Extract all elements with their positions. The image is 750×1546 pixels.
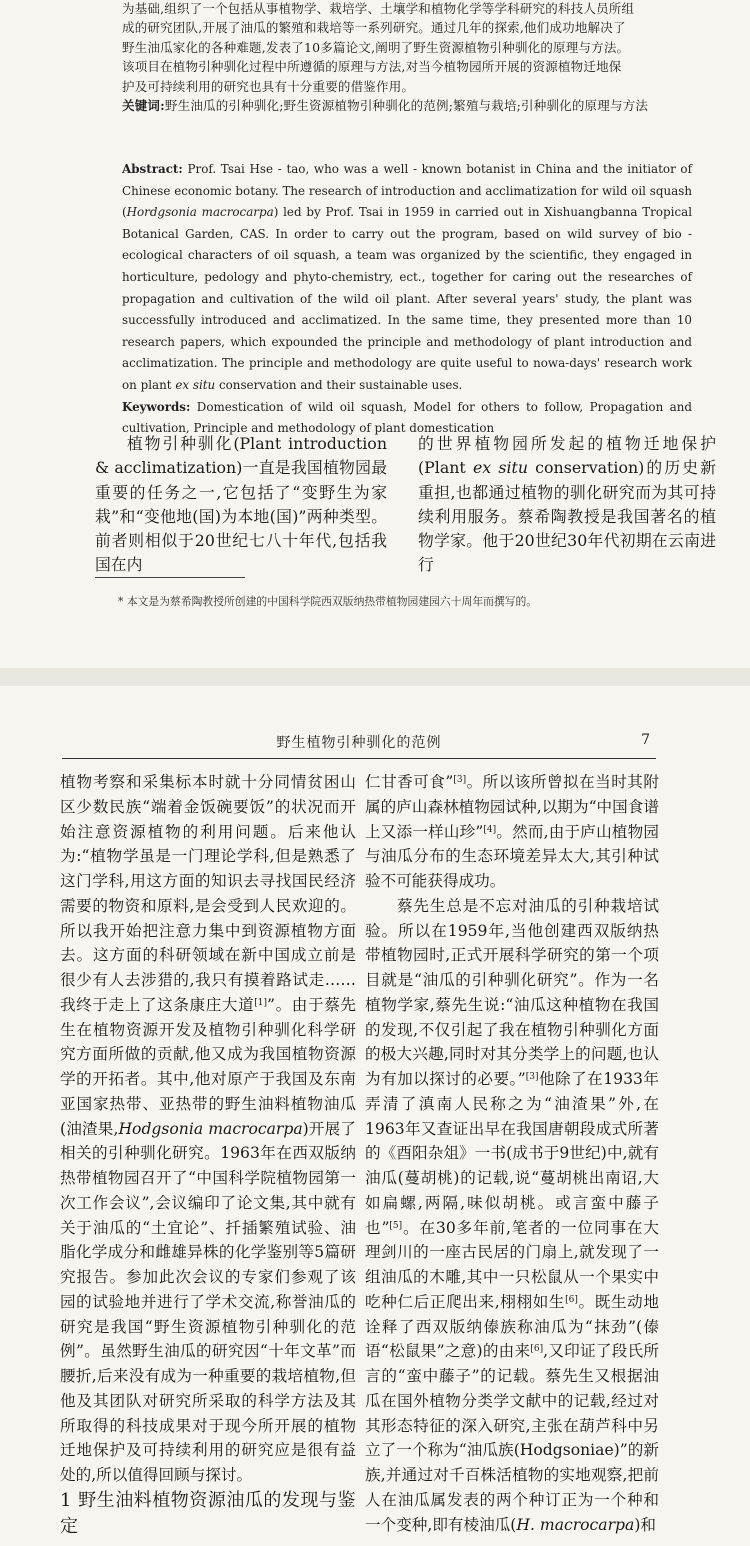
body-text: 。所以该所曾拟在当时其附属的庐山森林植物园试种,以期为“中国食谱上又添一样山珍” bbox=[365, 773, 659, 841]
body-column-left bbox=[60, 770, 356, 1540]
abstract-line: 为基础,组织了一个包括从事植物学、栽培学、土壤学和植物化学等学科研究的科技人员所组 bbox=[122, 1, 635, 16]
page-top bbox=[0, 0, 750, 668]
italic-term: ex situ bbox=[175, 377, 216, 392]
body-column-right bbox=[418, 432, 716, 578]
abstract-line: 护及可持续利用的研究也具有十分重要的借鉴作用。 bbox=[122, 78, 415, 94]
body-text: 他除了在1933年弄清了滇南人民称之为“油渣果”外,在1963年又查证出早在我国唐朝段成式所著的《酉阳杂俎》一书(成书于9世纪)中,就有油瓜(蔓胡桃)的记载,说“蔓胡桃出南诏,大如扁螺,两隔,味似胡桃。或言蛮中藤子也” bbox=[365, 1070, 659, 1237]
abstract-line: 成的研究团队,开展了油瓜的繁殖和栽培等一系列研究。通过几年的探索,他们成功地解决了 bbox=[122, 20, 626, 36]
keywords-text: Domestication of wild oil squash, Model for others to follow, Propagation and cultivation, Principle and methodology of plant domestication bbox=[122, 399, 692, 436]
abstract-line: 该项目在植物引种驯化过程中所遵循的原理与方法,对当今植物园所开展的资源植物迁地保 bbox=[122, 59, 622, 75]
body-text: conservation)的历史新重担,也都通过植物的驯化研究而为其可持续利用服务。蔡希陶教授是我国著名的植物学家。他于20世纪30年代初期在云南进行 bbox=[418, 458, 716, 575]
body-column-left bbox=[95, 432, 387, 578]
abstract-text: conservation and their sustainable uses. bbox=[215, 377, 463, 392]
body-text: )开展了相关的引种驯化研究。1963年在西双版纳热带植物园召开了“中国科学院植物园第一次工作会议”,会议编印了论文集,其中就有关于油瓜的“土宜论”、扦插繁殖试验、油脂化学成分和雌雄异株的化学鉴别等5篇研究报告。参加此次会议的专家们参观了该园的试验地并进行了学术交流,称誉油瓜的研究是我国“野生资源植物引种驯化的范例”。虽然野生油瓜的研究因“十年文革”而腰折,后来没有成为一种重要的栽培植物,但他及其团队对研究所采取的科学方法及其所取得的科技成果对于现今所开展的植物迁地保护及可持续利用的研究应是很有益处的,所以值得回顾与探讨。 bbox=[60, 1119, 356, 1484]
citation: [1] bbox=[254, 997, 268, 1008]
abstract-paragraph bbox=[122, 159, 692, 397]
abstract-text: Prof. Tsai Hse - tao, who was a well - known botanist in China and the initiator of Chinese economic botany. The research of introduction and acclimatization for wild oil squash ( bbox=[122, 162, 692, 220]
species-name: Hodgsonia macrocarpa bbox=[118, 1119, 303, 1138]
english-abstract bbox=[122, 159, 692, 440]
body-text: ,又印证了段氏所言的“蛮中藤子”的记载。蔡先生又根据油瓜在国外植物分类学文献中的记载,经过对其形态特征的深入研究,主张在葫芦科中另立了一个称为“油瓜族(Hodgsoniae)”的新族,并通过对千百株活植物的实地观察,把前人在油瓜属发表的两个种订正为一个种和一个变种,即有棱油瓜( bbox=[365, 1342, 659, 1534]
body-paragraph bbox=[365, 894, 659, 1538]
body-text: 。然而,由于庐山植物园与油瓜分布的生态环境差异太大,其引种试验不可能获得成功。 bbox=[365, 822, 659, 890]
page-bottom bbox=[0, 686, 750, 1546]
keywords-label: 关键词: bbox=[122, 98, 165, 114]
page-number: 7 bbox=[641, 732, 650, 748]
footnote-divider bbox=[95, 577, 245, 578]
citation: [4] bbox=[483, 824, 497, 835]
body-paragraph bbox=[418, 432, 716, 578]
body-paragraph bbox=[60, 770, 356, 1488]
running-title: 野生植物引种驯化的范例 bbox=[276, 735, 442, 751]
citation: [3] bbox=[525, 1072, 539, 1082]
body-text: ”。由于蔡先生在植物资源开发及植物引种驯化科学研究方面所做的贡献,他又成为我国植物资源学的开拓者。其中,他对原产于我国及东南亚国家热带、亚热带的野生油料植物油瓜(油渣果, bbox=[60, 995, 356, 1138]
body-text: 蔡先生总是不忘对油瓜的引种栽培试验。所以在1959年,当他创建西双版纳热带植物园时,正式开展科学研究的第一个项目就是“油瓜的引种驯化研究”。作为一名植物学家,蔡先生说:“油瓜这种植物在我国的发现,不仅引起了我在植物引种驯化方面的极大兴趣,同时对其分类学上的问题,也认为有加以探讨的必要。” bbox=[365, 896, 659, 1088]
body-column-right bbox=[365, 770, 659, 1537]
citation: [3] bbox=[453, 775, 467, 785]
body-paragraph bbox=[365, 770, 659, 894]
running-header bbox=[62, 726, 656, 759]
citation: [6] bbox=[565, 1294, 578, 1305]
body-text: 。在30多年前,笔者的一位同事在大理剑川的一座古民居的门扇上,就发现了一组油瓜的木雕,其中一只松鼠从一个果实中吃种仁后正爬出来,栩栩如生 bbox=[365, 1218, 659, 1311]
italic-term: ex situ bbox=[472, 458, 529, 478]
section-heading: 1 野生油料植物资源油瓜的发现与鉴定 bbox=[60, 1489, 356, 1537]
footnote: * 本文是为蔡希陶教授所创建的中国科学院西双版纳热带植物园建园六十周年而撰写的。 bbox=[118, 595, 538, 608]
keywords-text: 野生油瓜的引种驯化;野生资源植物引种驯化的范例;繁殖与栽培;引种驯化的原理与方法 bbox=[164, 98, 649, 114]
species-name: H. macrocarpa bbox=[516, 1515, 635, 1534]
abstract-label: Abstract: bbox=[122, 162, 183, 176]
species-name: Hordgsonia macrocarpa bbox=[126, 205, 274, 220]
citation: [5] bbox=[389, 1220, 403, 1231]
chinese-keywords bbox=[122, 96, 694, 115]
citation: [6] bbox=[530, 1344, 544, 1355]
chinese-abstract bbox=[122, 0, 694, 115]
body-text: 仁甘香可食” bbox=[365, 773, 454, 791]
body-paragraph: 植物引种驯化(Plant introduction & acclimatization)一直是我国植物园最重要的任务之一,它包括了“变野生为家栽”和“变他地(国)为本地(国)”两种类型。前者则相似于20世纪七八十年代,包括我国在内 bbox=[95, 434, 387, 575]
page-gap bbox=[0, 668, 750, 686]
body-text: 植物考察和采集标本时就十分同情贫困山区少数民族“端着金饭碗要饭”的状况而开始注意资源植物的利用问题。后来他认为:“植物学虽是一门理论学科,但是熟悉了这门学科,用这方面的知识去寻找国民经济需要的物资和原料,是会受到人民欢迎的。所以我开始把注意力集中到资源植物方面去。这方面的科研领域在新中国成立前是很少有人去涉猎的,我只有摸着路试走……我终于走上了这条康庄大道 bbox=[60, 773, 356, 1014]
abstract-text: ) led by Prof. Tsai in 1959 in carried out in Xishuangbanna Tropical Botanical Garden, CAS. In order to carry out the program, based on wild survey of bio - ecological characters of oil squash, a team was organized by the scientific, they engaged in horticulture, pedology and phyto-chemistry, ect., together for caring out the researches of propagation and cultivation of the wild oil plant. After several years' study, the plant was successfully introduced and acclimatized. In the same time, they presented more than 10 research papers, which expounded the principle and methodology of plant introduction and acclimatization. The principle and methodology are quite useful to nowa-days' research work on plant bbox=[122, 205, 692, 392]
body-text: 。既生动地诠释了西双版纳傣族称油瓜为“抹劲”(傣语“松鼠果”之意)的由来 bbox=[365, 1292, 659, 1361]
keywords-label: Keywords: bbox=[122, 399, 191, 414]
abstract-line: 野生油瓜家化的各种难题,发表了10多篇论文,阐明了野生资源植物引种驯化的原理与方法。 bbox=[122, 39, 630, 55]
body-text: )和 bbox=[634, 1515, 657, 1534]
body-text: 的世界植物园所发起的植物迁地保护(Plant bbox=[418, 434, 716, 478]
